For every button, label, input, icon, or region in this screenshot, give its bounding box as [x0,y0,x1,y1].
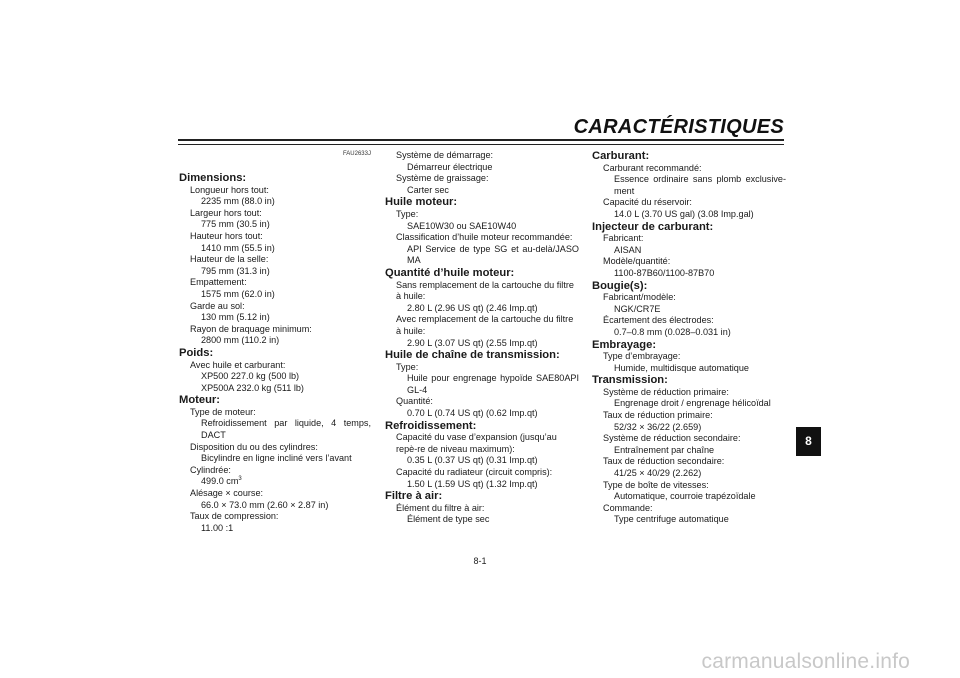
spec-value-text: Refroidissement par liquide, 4 temps, DACT [201,418,371,441]
spec-value-text: 499.0 cm [201,476,239,487]
spec-label: Taux de compression: [190,511,279,522]
spec-item [385,362,579,397]
chapter-tab: 8 [796,427,821,456]
spec-label: Type d’embrayage: [603,351,681,362]
spec-item [385,503,579,526]
spec-label: Quantité: [396,396,433,407]
spec-item [385,396,579,419]
spec-value-text: Automatique, courroie trapézoïdale [614,491,756,502]
spec-value [592,268,786,280]
spec-value-text: 795 mm (31.3 in) [201,265,270,276]
spec-value [592,422,786,434]
spec-value [385,244,579,267]
spec-value [179,335,371,347]
spec-section [592,339,786,375]
spec-item [592,197,786,220]
spec-value [385,338,579,350]
spec-value-text: Bicylindre en ligne incliné vers l’avant [201,453,352,464]
spec-label: Rayon de braquage minimum: [190,323,312,334]
spec-item [385,150,579,173]
spec-item [592,410,786,433]
spec-label: Modèle/quantité: [603,256,671,267]
spec-value-text: Démarreur électrique [407,161,493,172]
spec-section [179,347,371,394]
spec-value-text: Entraînement par chaîne [614,444,715,455]
spec-value-text: 2800 mm (110.2 in) [201,335,280,346]
spec-label: Type: [396,208,419,219]
spec-value-text: 1575 mm (62.0 in) [201,288,275,299]
spec-value-text: NGK/CR7E [614,303,661,314]
section-heading: Bougie(s): [592,279,648,292]
spec-section [592,221,786,280]
spec-value-text: SAE10W30 ou SAE10W40 [407,220,517,231]
spec-section [385,150,579,196]
spec-label: Type de boîte de vitesses: [603,479,709,490]
section-heading: Poids: [179,346,214,359]
spec-section [592,374,786,526]
spec-value [385,455,579,467]
spec-label: Fabricant: [603,233,644,244]
spec-label: Écartement des électrodes: [603,315,714,326]
spec-item [179,208,371,231]
spec-section [385,349,579,420]
spec-value [385,479,579,491]
spec-item [385,232,579,267]
spec-value [179,219,371,231]
spec-value-text: Essence ordinaire sans plomb exclusive-ment [614,174,786,196]
column-1 [179,150,371,534]
spec-label: Taux de réduction primaire: [603,410,713,421]
spec-item [385,173,579,196]
spec-item [179,231,371,254]
spec-item [179,185,371,208]
spec-value [179,289,371,301]
spec-label: Système de réduction secondaire: [603,433,741,444]
spec-value [385,408,579,420]
spec-value [385,162,579,174]
spec-section [385,490,579,526]
spec-item [385,432,579,467]
spec-label: Fabricant/modèle: [603,292,676,303]
spec-value [179,476,371,488]
spec-value [592,209,786,221]
spec-item [592,233,786,256]
spec-value-text: Type centrifuge automatique [614,514,729,525]
spec-section [385,196,579,267]
spec-item [179,324,371,347]
header-rule-thick [178,139,784,141]
spec-value-text: XP500 227.0 kg (500 lb) [201,371,300,382]
spec-item [592,351,786,374]
spec-label: Avec remplacement de la cartouche du filtre à huile: [396,314,574,336]
page-number: 8-1 [473,556,487,566]
spec-value [592,304,786,316]
spec-label: Capacité du réservoir: [603,197,692,208]
spec-value-text: Humide, multidisque automatique [614,362,749,373]
spec-value-text: 0.70 L (0.74 US qt) (0.62 Imp.qt) [407,408,538,419]
spec-value [592,327,786,339]
spec-label: Système de démarrage: [396,150,494,160]
spec-item [179,301,371,324]
spec-item [592,503,786,526]
spec-value-text: Élément de type sec [407,514,490,525]
spec-item [179,442,371,465]
spec-label: Avec huile et carburant: [190,359,286,370]
spec-value-text: 2.90 L (3.07 US qt) (2.55 Imp.qt) [407,337,538,348]
spec-item [179,407,371,442]
spec-value-text: 52/32 × 36/22 (2.659) [614,421,702,432]
spec-item [385,314,579,349]
spec-section [179,394,371,534]
spec-label: Système de graissage: [396,173,489,184]
spec-value [179,196,371,208]
spec-item [385,467,579,490]
spec-value [179,243,371,255]
spec-section [385,267,579,349]
spec-value [385,221,579,233]
spec-value-text: 0.35 L (0.37 US qt) (0.31 Imp.qt) [407,455,538,466]
section-heading: Huile de chaîne de transmission: [385,349,560,362]
section-heading: Carburant: [592,150,650,162]
spec-value [385,303,579,315]
page-title: CARACTÉRISTIQUES [573,116,784,138]
spec-value [179,523,371,535]
spec-value-text: 0.7–0.8 mm (0.028–0.031 in) [614,326,731,337]
spec-value [179,266,371,278]
spec-value [592,245,786,257]
spec-value [179,453,371,465]
spec-label: Capacité du vase d’expansion (jusqu’au repè-re de niveau maximum): [396,432,557,454]
section-heading: Refroidissement: [385,419,477,432]
spec-section [592,150,786,221]
spec-value-text: API Service de type SG et au-delà/JASO MA [407,243,579,266]
spec-label: Longueur hors tout: [190,184,269,195]
spec-value [592,363,786,375]
column-2 [385,150,579,526]
spec-value-text: 775 mm (30.5 in) [201,219,270,230]
spec-value-text: 41/25 × 40/29 (2.262) [614,468,702,479]
reference-code: FAU2633J [342,151,371,157]
spec-value-text: AISAN [614,244,642,255]
spec-value [179,383,371,395]
spec-value [179,371,371,383]
spec-value-text: 2.80 L (2.96 US qt) (2.46 Imp.qt) [407,302,538,313]
spec-item [385,280,579,315]
spec-value-text: 130 mm (5.12 in) [201,312,270,323]
spec-value [592,398,786,410]
spec-label: Largeur hors tout: [190,207,262,218]
spec-label: Capacité du radiateur (circuit compris): [396,467,553,478]
spec-value-text: 1410 mm (55.5 in) [201,242,275,253]
spec-value-text: 1100-87B60/1100-87B70 [614,267,715,278]
spec-item [179,277,371,300]
spec-label: Type de moteur: [190,406,256,417]
footer-watermark: carmanualsonline.info [701,650,910,673]
spec-label: Élément du filtre à air: [396,502,485,513]
spec-value [179,312,371,324]
spec-label: Hauteur de la selle: [190,254,269,265]
spec-item [179,465,371,488]
spec-label: Cylindrée: [190,464,231,475]
section-heading: Filtre à air: [385,490,443,503]
section-heading: Huile moteur: [385,196,458,209]
spec-label: Classification d’huile moteur recommandée: [396,232,573,243]
spec-value-text: Carter sec [407,184,449,195]
section-heading: Transmission: [592,374,668,387]
spec-value-text: Huile pour engrenage hypoïde SAE80API GL-4 [407,373,579,395]
spec-item [592,387,786,410]
section-heading: Dimensions: [179,172,247,184]
spec-item [179,511,371,534]
spec-value [385,373,579,396]
spec-item [592,292,786,315]
spec-value [385,514,579,526]
spec-value [385,185,579,197]
spec-value [592,445,786,457]
spec-section [592,280,786,339]
section-heading: Embrayage: [592,338,657,351]
spec-value [592,468,786,480]
spec-item [592,256,786,279]
spec-value-text: 14.0 L (3.70 US gal) (3.08 Imp.gal) [614,208,754,219]
section-heading: Injecteur de carburant: [592,220,714,233]
spec-label: Empattement: [190,277,247,288]
header-rule-thin [178,144,784,145]
spec-label: Sans remplacement de la cartouche du filtre à huile: [396,279,574,302]
spec-item [179,360,371,395]
spec-label: Système de réduction primaire: [603,386,729,397]
spec-label: Alésage × course: [190,488,264,499]
spec-value-text: 11.00 :1 [201,522,234,533]
spec-label: Hauteur hors tout: [190,230,263,241]
spec-label: Garde au sol: [190,300,245,311]
spec-value [592,174,786,197]
spec-item [592,163,786,198]
unit-superscript: 3 [238,476,242,483]
spec-label: Commande: [603,502,653,513]
section-heading: Quantité d’huile moteur: [385,266,515,279]
section-heading: Moteur: [179,394,221,407]
spec-label: Carburant recommandé: [603,162,702,173]
spec-value-text: 66.0 × 73.0 mm (2.60 × 2.87 in) [201,499,329,510]
spec-item [385,209,579,232]
spec-item [179,488,371,511]
column-3 [592,150,786,526]
spec-label: Disposition du ou des cylindres: [190,441,318,452]
spec-item [179,254,371,277]
spec-item [592,456,786,479]
spec-value-text: 2235 mm (88.0 in) [201,196,275,207]
spec-value-text: Engrenage droit / engrenage hélicoïdal [614,398,771,409]
spec-value-text: XP500A 232.0 kg (511 lb) [201,382,304,393]
spec-value [179,500,371,512]
spec-label: Type: [396,361,419,372]
spec-item [592,480,786,503]
spec-section [179,172,371,347]
spec-section [385,420,579,491]
spec-item [592,433,786,456]
spec-label: Taux de réduction secondaire: [603,456,725,467]
spec-value [592,514,786,526]
spec-value [179,418,371,441]
spec-item [592,315,786,338]
spec-value-text: 1.50 L (1.59 US qt) (1.32 Imp.qt) [407,478,538,489]
spec-value [592,491,786,503]
